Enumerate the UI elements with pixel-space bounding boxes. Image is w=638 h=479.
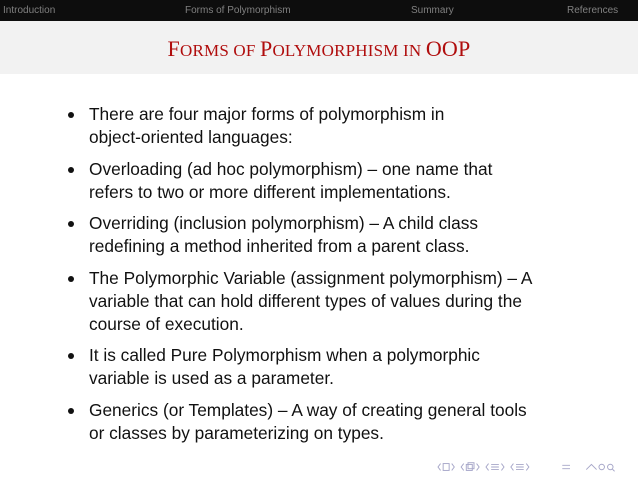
bullet-item: There are four major forms of polymorphism in object-oriented languages: <box>64 103 604 149</box>
nav-section-references[interactable]: References <box>567 5 619 16</box>
nav-next-section-icon-2[interactable] <box>526 464 529 471</box>
nav-prev-section-icon-2[interactable] <box>511 464 514 471</box>
bullet-item: Overloading (ad hoc polymorphism) – one name that refers to two or more different implementations. <box>64 158 604 204</box>
nav-section-introduction[interactable]: Introduction <box>3 5 56 16</box>
nav-section-forms-of-polymorphism[interactable]: Forms of Polymorphism <box>185 5 291 16</box>
bullet-item: Overriding (inclusion polymorphism) – A child class redefining a method inherited from a parent class. <box>64 212 604 258</box>
nav-search-icon[interactable] <box>586 464 614 471</box>
nav-next-section-icon[interactable] <box>501 464 504 471</box>
nav-section-icon[interactable] <box>491 464 499 469</box>
bullet-icon <box>68 276 74 282</box>
nav-next-subsection-icon[interactable] <box>477 464 480 471</box>
nav-prev-subsection-icon[interactable] <box>461 464 464 471</box>
bullet-item: Generics (or Templates) – A way of creating general tools or classes by parameterizing on types. <box>64 399 604 445</box>
nav-prev-frame-icon[interactable] <box>438 464 441 471</box>
beamer-navigation-symbols <box>422 461 634 473</box>
bullet-icon <box>68 353 74 359</box>
section-navigation-bar <box>0 0 638 21</box>
bullet-icon <box>68 112 74 118</box>
nav-frame-icon[interactable] <box>443 464 449 471</box>
nav-prev-section-icon[interactable] <box>486 464 489 471</box>
nav-section-icon-2[interactable] <box>516 464 524 469</box>
bullet-list <box>64 103 604 453</box>
bullet-icon <box>68 408 74 414</box>
nav-next-frame-icon[interactable] <box>452 464 455 471</box>
bullet-item: It is called Pure Polymorphism when a polymorphic variable is used as a parameter. <box>64 344 604 390</box>
slide-title: FORMS OF POLYMORPHISM IN OOP <box>167 36 471 61</box>
nav-section-summary[interactable]: Summary <box>411 5 454 16</box>
bullet-item: The Polymorphic Variable (assignment polymorphism) – A variable that can hold different types of values during the course of execution. <box>64 267 604 336</box>
nav-subsection-icon[interactable] <box>466 463 474 471</box>
bullet-icon <box>68 167 74 173</box>
nav-align-icon[interactable] <box>562 465 570 468</box>
bullet-icon <box>68 221 74 227</box>
